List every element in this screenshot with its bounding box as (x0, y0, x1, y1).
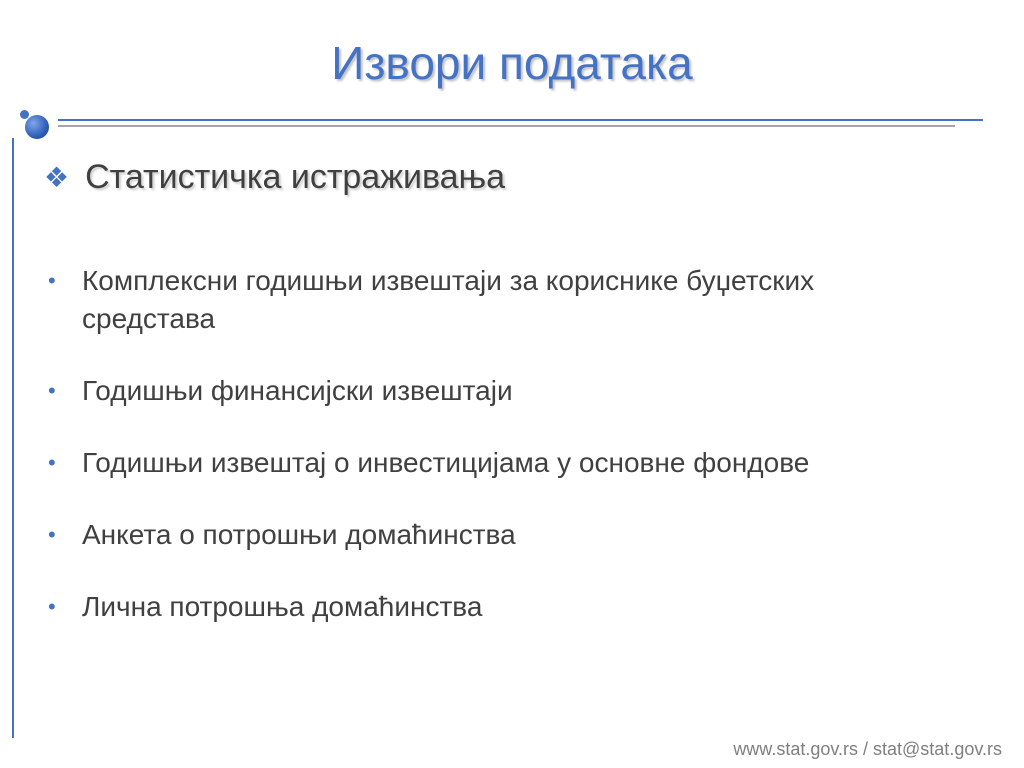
bullet-list (44, 262, 844, 660)
decorative-big-dot-icon (25, 115, 49, 139)
bullet-dot-icon: • (48, 522, 56, 547)
list-item (44, 516, 844, 554)
list-item (44, 262, 844, 338)
title-underline-gray (58, 125, 955, 127)
bullet-dot-icon: • (48, 268, 56, 293)
bullet-dot-icon: • (48, 378, 56, 403)
title-underline-blue (58, 119, 983, 121)
slide-title: Извори података (331, 37, 693, 89)
list-item (44, 372, 844, 410)
list-item-text: Годишњи финансијски извештаји (82, 375, 513, 406)
diamond-cluster-icon: ❖ (44, 161, 70, 193)
list-item (44, 588, 844, 626)
bullet-dot-icon: • (48, 450, 56, 475)
list-item-text: Лична потрошња домаћинства (82, 591, 483, 622)
subheading (44, 158, 505, 197)
footer-contact: www.stat.gov.rs / stat@stat.gov.rs (733, 739, 1002, 759)
left-vertical-rule (12, 138, 14, 738)
list-item-text: Комплексни годишњи извештаји за кориснике буџетских средстава (82, 265, 815, 334)
bullet-dot-icon: • (48, 594, 56, 619)
subheading-text: Статистичка истраживања (85, 158, 506, 196)
list-item-text: Анкета о потрошњи домаћинства (82, 519, 516, 550)
list-item (44, 444, 844, 482)
list-item-text: Годишњи извештај о инвестицијама у основне фондове (82, 447, 810, 478)
